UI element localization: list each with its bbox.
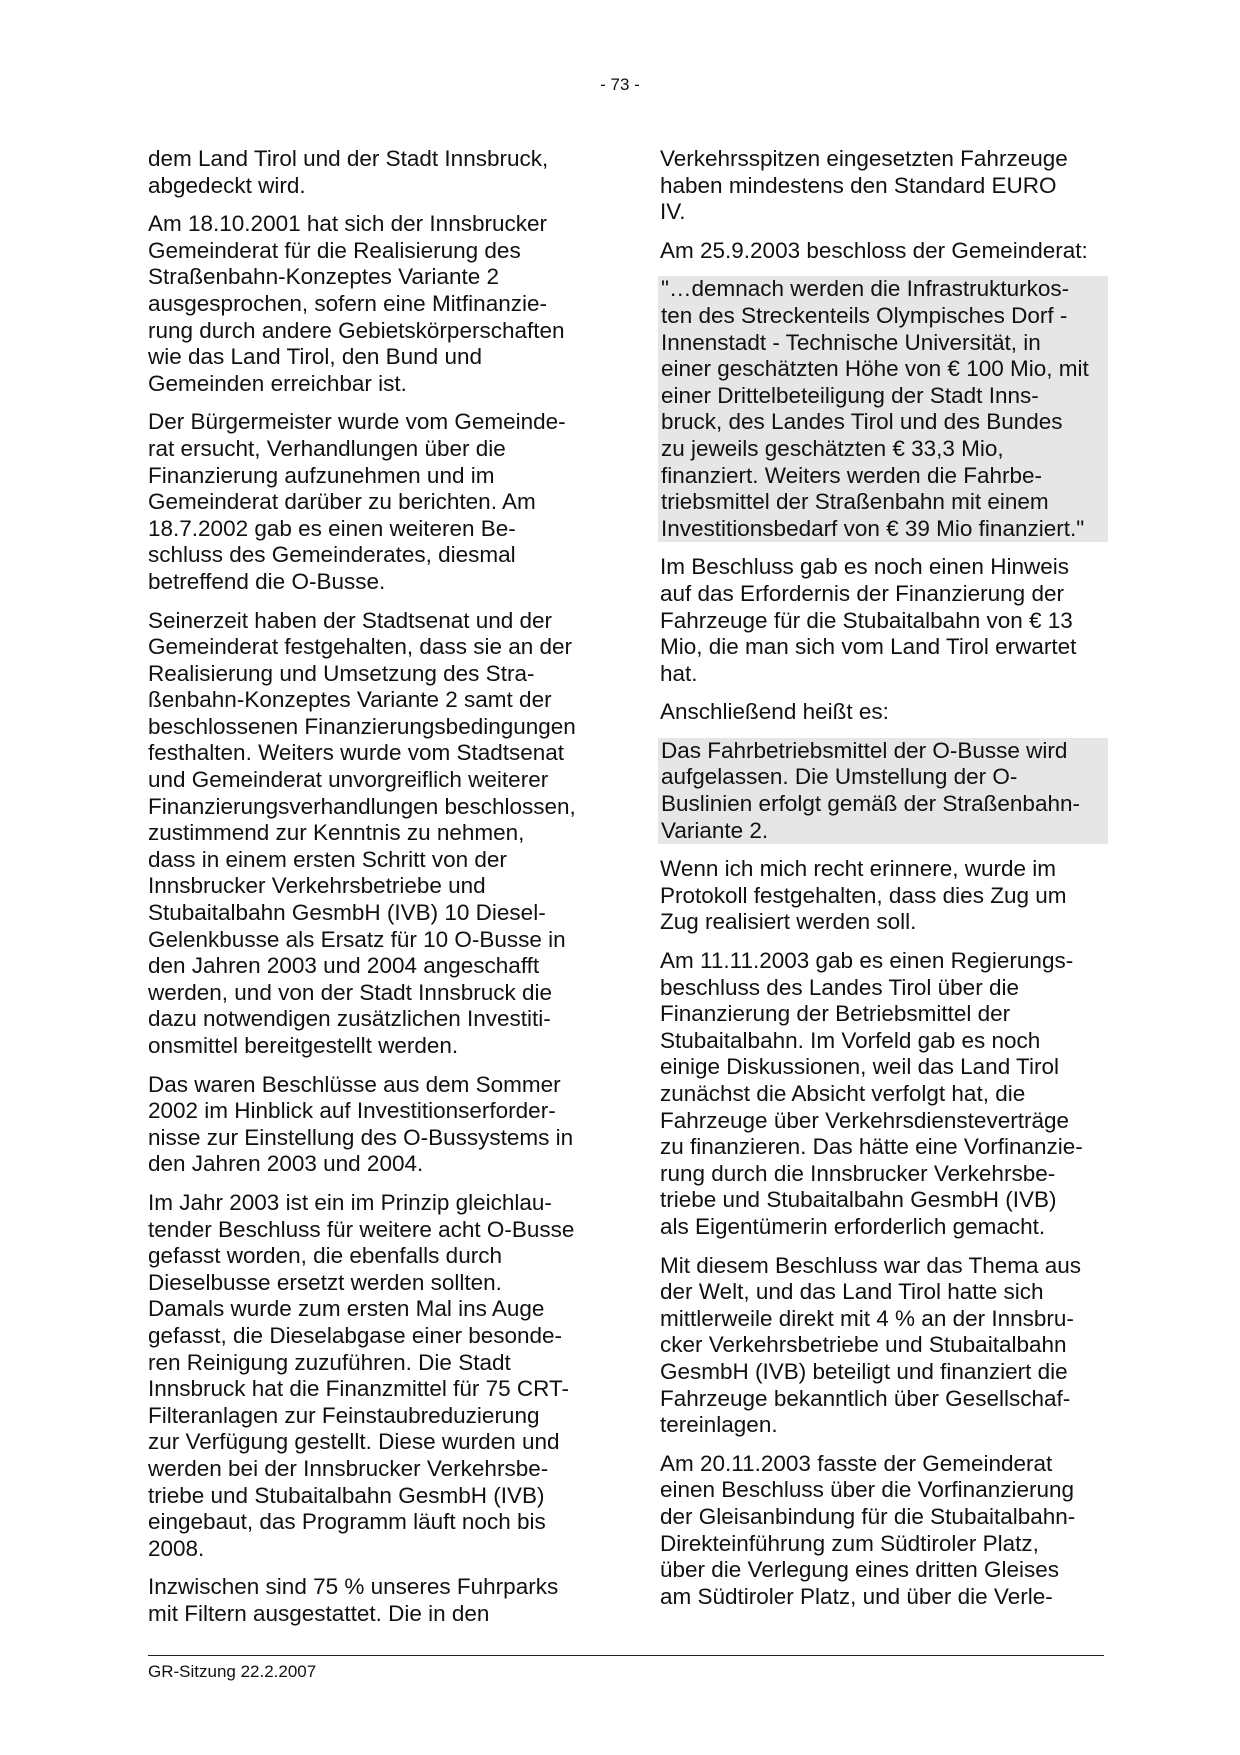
- paragraph: Im Beschluss gab es noch einen Hinweis auf das Erfordernis der Finanzierung der Fahrzeuge für die Stubaitalbahn von € 13 Mio, die man sich vom Land Tirol erwartet hat.: [660, 554, 1077, 686]
- paragraph: Wenn ich mich recht erinnere, wurde im Protokoll festgehalten, dass dies Zug um Zug realisiert werden soll.: [660, 856, 1067, 935]
- paragraph: Am 18.10.2001 hat sich der Innsbrucker Gemeinderat für die Realisierung des Straßenbahn-Konzeptes Variante 2 ausgesprochen, sofern eine Mitfinanzie- rung durch andere Gebietskörperschaften wie das Land Tirol, den Bund und Gemeinden erreichbar ist.: [148, 211, 565, 396]
- page-number: - 73 -: [600, 75, 640, 94]
- quoted-resolution: "…demnach werden die Infrastrukturkos- ten des Streckenteils Olympisches Dorf - Innenstadt - Technische Universität, in einer geschätzten Höhe von € 100 Mio, mit einer Drittelbeteiligung der Stadt Inns- bruck, des Landes Tirol und des Bundes zu jeweils geschätzten € 33,3 Mio, finanziert. Weiters werden die Fahrbe- triebsmittel der Straßenbahn mit einem Investitionsbedarf von € 39 Mio finanziert.": [658, 276, 1108, 542]
- paragraph: Am 25.9.2003 beschloss der Gemeinderat:: [660, 237, 1088, 263]
- paragraph: Der Bürgermeister wurde vom Gemeinde- rat ersucht, Verhandlungen über die Finanzierung aufzunehmen und im Gemeinderat darüber zu berichten. Am 18.7.2002 gab es einen weiteren Be- schluss des Gemeinderates, diesmal betreffend die O-Busse.: [148, 409, 566, 594]
- quoted-resolution: Das Fahrbetriebsmittel der O-Busse wird aufgelassen. Die Umstellung der O- Buslinien erfolgt gemäß der Straßenbahn- Variante 2.: [658, 738, 1108, 844]
- paragraph: Am 11.11.2003 gab es einen Regierungs- beschluss des Landes Tirol über die Finanzierung der Betriebsmittel der Stubaitalbahn. Im Vorfeld gab es noch einige Diskussionen, weil das Land Tirol zunächst die Absicht verfolgt hat, die Fahrzeuge über Verkehrsdiensteverträge zu finanzieren. Das hätte eine Vorfinanzie- rung durch die Innsbrucker Verkehrsbe- triebe und Stubaitalbahn GesmbH (IVB) als Eigentümerin erforderlich gemacht.: [660, 948, 1083, 1239]
- paragraph: Im Jahr 2003 ist ein im Prinzip gleichlau- tender Beschluss für weitere acht O-Busse gefasst worden, die ebenfalls durch Dieselbusse ersetzt werden sollten. Damals wurde zum ersten Mal ins Auge gefasst, die Dieselabgase einer besonde- ren Reinigung zuzuführen. Die Stadt Innsbruck hat die Finanzmittel für 75 CRT- Filteranlagen zur Feinstaubreduzierung zur Verfügung gestellt. Diese wurden und werden bei der Innsbrucker Verkehrsbe- triebe und Stubaitalbahn GesmbH (IVB) eingebaut, das Programm läuft noch bis 2008.: [148, 1189, 575, 1561]
- right-column: [660, 146, 1105, 1622]
- paragraph: Seinerzeit haben der Stadtsenat und der Gemeinderat festgehalten, dass sie an der Realisierung und Umsetzung des Stra- ßenbahn-Konzeptes Variante 2 samt der beschlossenen Finanzierungsbedingungen festhalten. Weiters wurde vom Stadtsenat und Gemeinderat unvorgreiflich weiterer Finanzierungsverhandlungen beschlossen, zustimmend zur Kenntnis zu nehmen, dass in einem ersten Schritt von der Innsbrucker Verkehrsbetriebe und Stubaitalbahn GesmbH (IVB) 10 Diesel- Gelenkbusse als Ersatz für 10 O-Busse in den Jahren 2003 und 2004 angeschafft werden, und von der Stadt Innsbruck die dazu notwendigen zusätzlichen Investiti- onsmittel bereitgestellt werden.: [148, 607, 576, 1058]
- left-column: [148, 146, 593, 1639]
- paragraph: Am 20.11.2003 fasste der Gemeinderat einen Beschluss über die Vorfinanzierung der Gleisanbindung für die Stubaitalbahn- Direkteinführung zum Südtiroler Platz, über die Verlegung eines dritten Gleises am Südtiroler Platz, und über die Verle-: [660, 1450, 1076, 1609]
- paragraph: Anschließend heißt es:: [660, 699, 889, 725]
- paragraph: Inzwischen sind 75 % unseres Fuhrparks mit Filtern ausgestattet. Die in den: [148, 1574, 559, 1626]
- paragraph: Verkehrsspitzen eingesetzten Fahrzeuge haben mindestens den Standard EURO IV.: [660, 146, 1068, 225]
- paragraph: dem Land Tirol und der Stadt Innsbruck, abgedeckt wird.: [148, 146, 549, 198]
- footer-session-date: GR-Sitzung 22.2.2007: [148, 1662, 317, 1681]
- paragraph: Das waren Beschlüsse aus dem Sommer 2002 im Hinblick auf Investitionserforder- nisse zur Einstellung des O-Bussystems in den Jahren 2003 und 2004.: [148, 1071, 574, 1177]
- paragraph: Mit diesem Beschluss war das Thema aus der Welt, und das Land Tirol hatte sich mittlerweile direkt mit 4 % an der Innsbru- cker Verkehrsbetriebe und Stubaitalbahn GesmbH (IVB) beteiligt und finanziert die Fahrzeuge bekanntlich über Gesellschaf- tereinlagen.: [660, 1252, 1082, 1438]
- footer-divider: [148, 1655, 1104, 1656]
